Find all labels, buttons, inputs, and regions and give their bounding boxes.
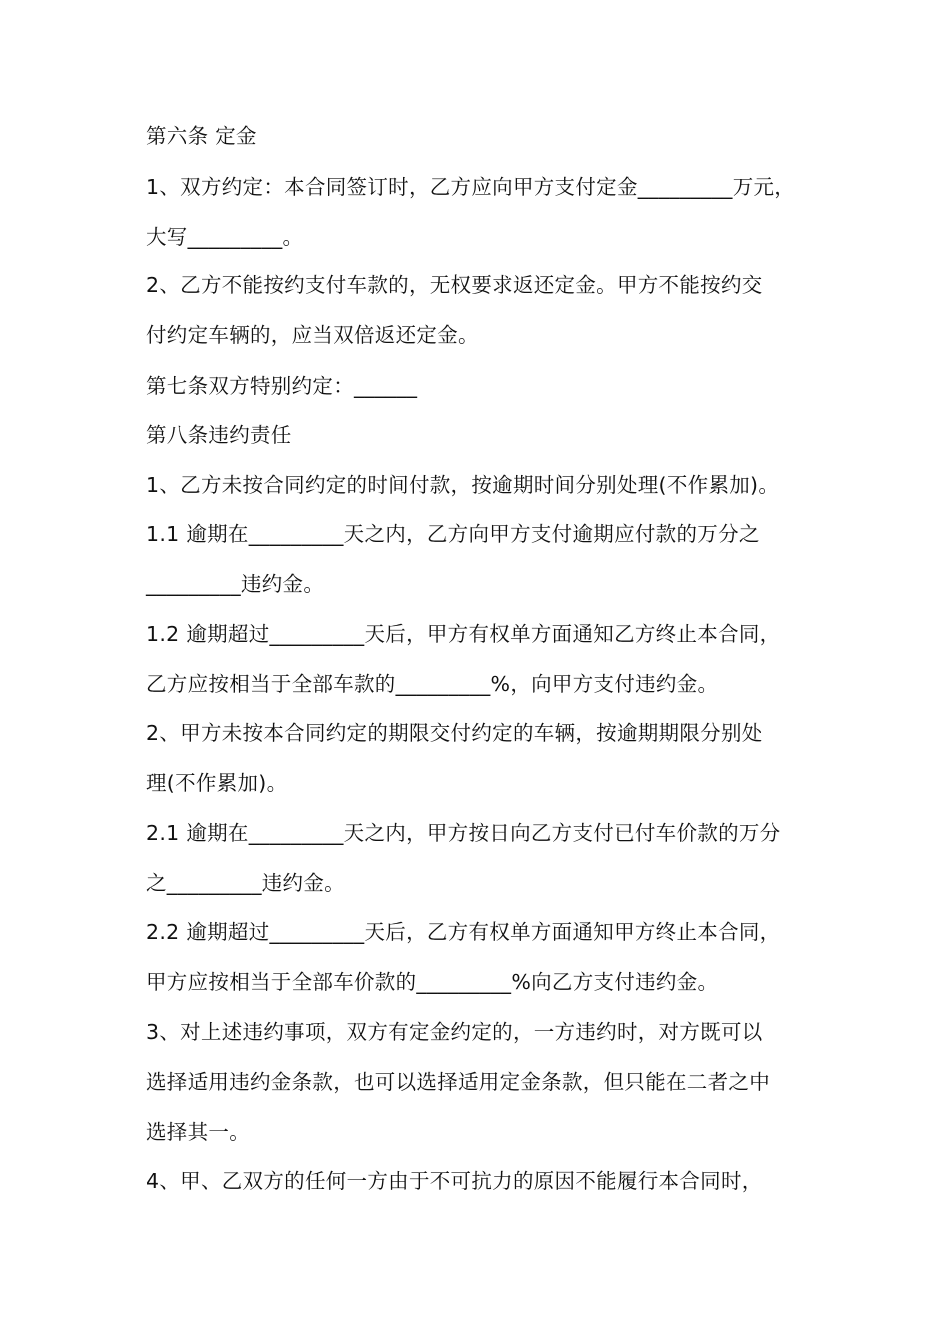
clause-8-2-2-line-2: 甲方应按相当于全部车价款的_________%向乙方支付违约金。 [146, 970, 719, 994]
clause-6-2-line-1: 2、乙方不能按约支付车款的，无权要求返还定金。甲方不能按约交 [146, 273, 763, 297]
clause-8-2-line-2: 理(不作累加)。 [146, 771, 288, 795]
section-8-heading: 第八条违约责任 [146, 423, 292, 447]
clause-8-3-line-3: 选择其一。 [146, 1120, 250, 1144]
clause-8-1-line-1: 1、乙方未按合同约定的时间付款，按逾期时间分别处理(不作累加)。 [146, 473, 780, 497]
clause-8-2-1-line-1: 2.1 逾期在_________天之内，甲方按日向乙方支付已付车价款的万分 [146, 821, 781, 845]
clause-8-1-1-line-2: _________违约金。 [146, 572, 325, 596]
section-7-heading: 第七条双方特别约定：______ [146, 374, 418, 398]
clause-8-2-line-1: 2、甲方未按本合同约定的期限交付约定的车辆，按逾期期限分别处 [146, 721, 763, 745]
clause-8-1-2-line-2: 乙方应按相当于全部车款的_________%，向甲方支付违约金。 [146, 672, 719, 696]
clause-6-1-line-2: 大写_________。 [146, 225, 304, 249]
clause-8-3-line-1: 3、对上述违约事项，双方有定金约定的，一方违约时，对方既可以 [146, 1020, 763, 1044]
clause-8-1-1-line-1: 1.1 逾期在_________天之内，乙方向甲方支付逾期应付款的万分之 [146, 522, 760, 546]
clause-6-2-line-2: 付约定车辆的，应当双倍返还定金。 [146, 323, 479, 347]
clause-8-2-2-line-1: 2.2 逾期超过_________天后，乙方有权单方面通知甲方终止本合同， [146, 920, 781, 944]
clause-8-4-line-1: 4、甲、乙双方的任何一方由于不可抗力的原因不能履行本合同时， [146, 1169, 763, 1193]
clause-8-3-line-2: 选择适用违约金条款，也可以选择适用定金条款，但只能在二者之中 [146, 1070, 770, 1094]
section-6-heading: 第六条 定金 [146, 124, 257, 148]
clause-8-1-2-line-1: 1.2 逾期超过_________天后，甲方有权单方面通知乙方终止本合同， [146, 622, 781, 646]
clause-6-1-line-1: 1、双方约定：本合同签订时，乙方应向甲方支付定金_________万元， [146, 175, 796, 199]
clause-8-2-1-line-2: 之_________违约金。 [146, 871, 345, 895]
